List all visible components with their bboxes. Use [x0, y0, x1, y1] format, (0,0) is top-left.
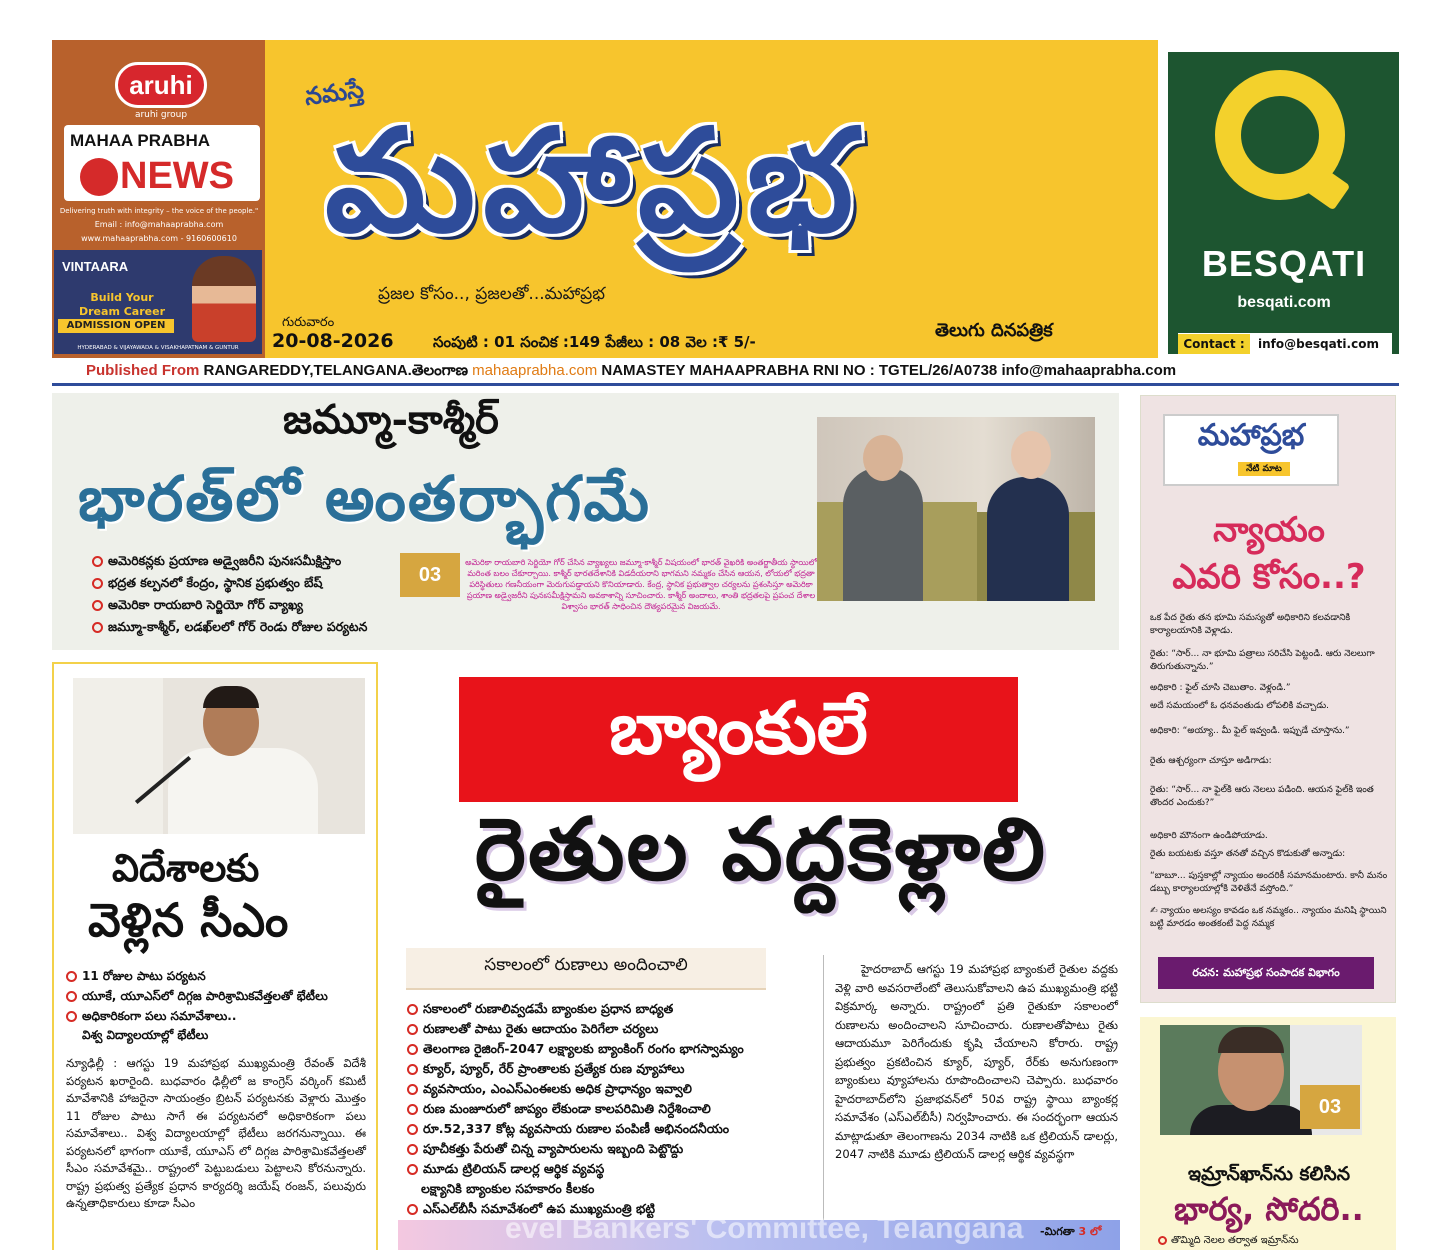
cm-story-title-line2: వెళ్లిన సీఎం [88, 893, 289, 947]
editorial-logo-text: మహాప్రభ [1197, 418, 1305, 453]
globe-icon [80, 158, 118, 196]
column-divider [823, 955, 824, 1247]
rni-number: NAMASTEY MAHAAPRABHA RNI NO : TGTEL/26/A0738 [601, 362, 998, 379]
imran-story-title-line2: భార్య, సోదరి.. [1174, 1190, 1364, 1228]
news-website-phone[interactable]: www.mahaaprabha.com - 9160600610 [81, 234, 237, 243]
published-place: RANGAREDDY,TELANGANA.తెలంగాణ [203, 362, 468, 379]
continued-note[interactable] [1040, 1225, 1101, 1241]
main-bullet: తెలంగాణ రైజింగ్-2047 లక్ష్యాలకు బ్యాంకింగ్ రంగం భాగస్వామ్యం [407, 1041, 744, 1060]
editorial-paragraph: అదే సమయంలో ఓ ధనవంతుడు లోపలికి వచ్చాడు. [1150, 701, 1329, 711]
published-from-label: Published From [86, 362, 200, 379]
editorial-paragraph: రైతు బయటకు వస్తూ తనతో వచ్చిన కొడుకుతో అన్నాడు: [1150, 849, 1346, 859]
main-story-body: హైదరాబాద్ ఆగస్టు 19 మహాప్రభ బ్యాంకులే రైతుల వద్దకు వెళ్లి వారి అవసరాలేంటో తెలుసుకోవాలని ఉప ముఖ్యమంత్రి భట్టి విక్రమార్క అన్నారు. రాష్ట్రంలో ప్రతి రైతుకూ సకాలంలో రుణాలను అందించాలని సూచించారు. రుణాలతోపాటు రైతు ఆదాయమూ పెరిగేందుకు కృషి చేయాలని కోరారు. రాష్ట్ర ప్రభుత్వం ప్రకటించిన క్యూర్, ప్యూర్, రేర్‌కు అనుగుణంగా బ్యాంకులు వ్యూహాలను రూపొందించాలని చెప్పారు. బుధవారం హైదరాబాద్‌లోని ప్రజాభవన్‌లో 50వ రాష్ట్ర స్థాయి బ్యాంకర్ల సమావేశం (ఎస్‌ఎల్‌బీసీ) నిర్వహించారు. ఈ సందర్భంగా ఆయన మాట్లాడుతూ తెలంగాణను 2034 నాటికి ఒక ట్రిలియన్ డాలర్లు, 2047 నాటికి మూడు ట్రిలియన్ డాలర్ల ఆర్థిక వ్యవస్థగా [835, 962, 1118, 1161]
vintaara-admission: ADMISSION OPEN [58, 319, 174, 333]
editorial-paragraph: అధికారి మౌనంగా ఉండిపోయాడు. [1150, 831, 1268, 841]
vintaara-name: VINTAARA [62, 259, 129, 274]
editorial-paragraph: ఒక పేద రైతు తన భూమి సమస్యతో అధికారిని కలవడానికి కార్యాలయానికి వెళ్లాడు. [1150, 613, 1351, 636]
main-subhead: సకాలంలో రుణాలు అందించాలి [484, 955, 688, 975]
student-photo [192, 256, 256, 342]
cm-photo [73, 678, 365, 834]
editorial-credit: రచన: మహాప్రభ సంపాదక విభాగం [1158, 957, 1374, 989]
banner-text: evel Bankers' Committee, Telangana [505, 1212, 1024, 1245]
publication-info [86, 362, 1176, 383]
cm-story-bullet: అధికారికంగా పలు సమావేశాలు.. [66, 1009, 236, 1026]
telugu-daily-label: తెలుగు దినపత్రిక [935, 320, 1053, 341]
besqati-website[interactable]: besqati.com [1237, 294, 1331, 311]
news-email[interactable]: Email : info@mahaaprabha.com [94, 220, 224, 229]
aruhi-group-label: aruhi group [134, 110, 188, 120]
imran-story-bullet: తొమ్మిది నెలల తర్వాత ఇమ్రాన్‌ను [1158, 1234, 1299, 1248]
main-headline: రైతుల వద్దకెళ్లాలి [474, 800, 1048, 900]
published-site[interactable]: mahaaprabha.com [472, 362, 598, 379]
main-bullet: సకాలంలో రుణాలివ్వడమే బ్యాంకుల ప్రధాన బాధ్యత [407, 1001, 673, 1020]
editorial-paragraph: రైతు ఆశ్చర్యంగా చూస్తూ అడిగాడు: [1150, 756, 1272, 766]
editorial-logo-sub: నేటి మాట [1238, 462, 1290, 476]
continued-label: -మిగతా [1040, 1225, 1075, 1238]
top-story-title-line1: జమ్మూ-కాశ్మీర్ [283, 396, 499, 443]
cm-story-bullet: యూకే, యూఎస్‌లో దిగ్గజ పారిశ్రామికవేత్తలతో భేటీలు [66, 989, 328, 1006]
top-story-photo [817, 417, 1095, 601]
imran-story-title-line1: ఇమ్రాన్‌ఖాన్‌ను కలిసిన [1187, 1163, 1351, 1185]
besqati-contact-label: Contact : [1178, 334, 1250, 354]
publication-email[interactable]: info@mahaaprabha.com [1001, 362, 1177, 379]
editorial-paragraph: అధికారి : ఫైల్ చూసి చెబుతాం. వెళ్లండి.” [1150, 683, 1291, 693]
editorial-paragraph: రైతు: “సార్... నా ఫైల్‌కి ఆరు నెలలు పడింది. ఆయన ఫైల్‌కి ఇంత తొందర ఎందుకు?” [1150, 785, 1374, 808]
vintaara-line2: Dream Career [79, 305, 165, 318]
newspaper-title: మహాప్రభ [325, 99, 862, 264]
main-bullet: రుణ మంజూరులో జాప్యం లేకుండా కాలపరిమితి నిర్దేశించాలి [407, 1101, 711, 1120]
main-bullet: వ్యవసాయం, ఎంఎస్‌ఎంఈలకు అధిక ప్రాధాన్యం ఇవ్వాలి [407, 1081, 692, 1100]
main-bullet: క్యూర్, ప్యూర్, రేర్ ప్రాంతాలకు ప్రత్యేక రుణ వ్యూహాలు [407, 1061, 684, 1080]
news-logo-top-text: MAHAA PRABHA [70, 131, 211, 150]
cm-story-title-line1: విదేశాలకు [112, 846, 260, 890]
main-bullet: మూడు ట్రిలియన్ డాలర్ల ఆర్థిక వ్యవస్థ [407, 1161, 604, 1180]
main-bullet: రూ.52,337 కోట్ల వ్యవసాయ రుణాల పంపిణీ అభినందనీయం [407, 1121, 729, 1140]
cm-story-body: న్యూఢిల్లీ : ఆగస్టు 19 మహాప్రభ ముఖ్యమంత్రి రేవంత్ విదేశీ పర్యటన ఖరారైంది. బుధవారం ఢిల్లీలో జ కాంగ్రెస్ వర్కింగ్ కమిటీ మావేశానికి హాజరైనా సాయంత్రం బ్రిటన్ పర్యటనకు వెళ్లారు మొత్తం 11 రోజుల పాటు సాగే ఈ పర్యటనలో అధికారికంగా పలు సమావేశాలు.. విశ్వ విద్యాలయాల్లో భేటీలు జరగనున్నాయి. ఈ పర్యటనలో భాగంగా యూకే, యూఎస్ లో దిగ్గజ పారిశ్రామికవేత్తలతో సీఎం సమావేశమై.. రాష్ట్రంలో పెట్టుబడులు పెట్టాలని కోరనున్నారు. రాష్ట్ర ప్రభుత్వ ప్రత్యేక ప్రధాన కార్యదర్శి జయేష్ రంజన్, పలువురు ఉన్నతాధికారులు కూడా సీఎం [66, 1056, 366, 1210]
editorial-paragraph: రైతు: “సార్... నా భూమి పత్రాలు సరిచేసి పెట్టండి. ఆరు నెలలుగా తిరుగుతున్నాను.” [1150, 649, 1375, 672]
issue-day: గురువారం [282, 315, 335, 330]
editorial-title-line1: న్యాయం [1213, 510, 1325, 550]
issue-date: 20-08-2026 [272, 330, 394, 352]
top-story-summary: అమెరికా రాయబారి సెర్జియో గోర్ చేసిన వ్యాఖ్యలు జమ్మూ-కాశ్మీర్ విషయంలో భారత్ వైఖరికి అంతర్జాతీయ స్థాయిలో మరింత బలం చేకూర్చాయి. కాశ్మీర్ భారతదేశానికి విడదీయరాని భాగమని నమ్మకం చేసిన ఆయన, లోయలో భద్రతా పరిస్థితులు గణనీయంగా మెరుగుపడ్డాయని కొనియాడారు. కేంద్ర, స్థానిక ప్రభుత్వాల చర్యలను ప్రశంసిస్తూ అమెరికా ప్రయాణ అడ్వైజరీని పునఃసమీక్షిస్తామని అవకాశాన్ని సూచించారు. కాశ్మీర్ అందాలు, శాంతి భద్రతలపై ప్రపంచ దేశాల విశ్వాసం భారత్ సాధించిన దౌత్యపరమైన విజయమే. [465, 558, 817, 611]
besqati-name: BESQATI [1201, 243, 1367, 284]
issue-info: సంపుటి : 01 సంచిక :149 పేజీలు : 08 వెల :₹ 5/- [433, 333, 756, 351]
editorial-paragraph: ✍ న్యాయం అలస్యం కావడం ఒక నమ్మకం.. న్యాయం మనిషి స్థాయిని బట్టి మారడం అంతకంటే పెద్ద నమ్మక [1150, 906, 1387, 929]
top-story-bullet: భద్రత కల్పనలో కేంద్రం, స్థానిక ప్రభుత్వం బేష్ [92, 575, 322, 594]
besqati-contact-email[interactable]: info@besqati.com [1258, 337, 1379, 351]
main-kicker: బ్యాంకులే [609, 686, 868, 770]
imran-page-badge: 03 [1300, 1085, 1360, 1129]
continued-page: 3 లో [1078, 1225, 1102, 1238]
top-story-title-line2: భారత్‌లో అంతర్భాగమే [78, 462, 651, 535]
top-story-bullet: అమెరికా రాయబారి సెర్జియో గోర్ వ్యాఖ్య [92, 597, 303, 616]
vintaara-line1: Build Your [90, 291, 154, 304]
top-story-page-badge: 03 [400, 553, 460, 597]
main-bullet: పూచీకత్తు పేరుతో చిన్న వ్యాపారులను ఇబ్బంది పెట్టొద్దు [407, 1141, 683, 1160]
news-tagline: Delivering truth with integrity – the voice of the people." [59, 207, 259, 215]
top-story-bullet: జమ్మూ-కాశ్మీర్, లడఖ్‌లలో గోర్ రెండు రోజుల పర్యటన [92, 619, 367, 638]
vintaara-cities: HYDERABAD & VIJAYAWADA & VISAKHAPATNAM & GUNTUR [77, 345, 239, 351]
editorial-title-line2: ఎవరి కోసం..? [1172, 557, 1366, 597]
top-story-bullet: అమెరికన్లకు ప్రయాణ అడ్వైజరీని పునఃసమీక్షిస్తాం [92, 553, 341, 572]
brand-prefix: నమస్తే [302, 74, 366, 112]
main-bullet-cont: లక్ష్యానికి బ్యాంకుల సహకారం కీలకం [421, 1181, 595, 1196]
news-logo-word: NEWS [120, 155, 234, 197]
cm-story-bullet: 11 రోజుల పాటు పర్యటన [66, 969, 206, 986]
main-bullet: ఎస్‌ఎల్‌బీసీ సమావేశంలో ఉప ముఖ్యమంత్రి భట్టి [407, 1201, 655, 1220]
cm-story-bullet-cont: విశ్వ విద్యాలయాల్లో భేటీలు [82, 1028, 209, 1042]
editorial-paragraph: “బాబూ... పుస్తకాల్లో న్యాయం అందరికీ సమానమంటారు. కానీ మనం డబ్బు కార్యాలయాల్లోకి వెళితేనే వస్తోంది.” [1150, 871, 1388, 894]
editorial-paragraph: అధికారి: “అయ్యా.. మీ ఫైల్ ఇవ్వండి. ఇప్పుడే చూస్తాను.” [1150, 726, 1350, 736]
aruhi-logo: aruhi [115, 62, 207, 108]
main-bullet: రుణాలతో పాటు రైతు ఆదాయం పెరిగేలా చర్యలు [407, 1021, 658, 1040]
masthead-tagline: ప్రజల కోసం.., ప్రజలతో...మహాప్రభ [378, 284, 606, 304]
